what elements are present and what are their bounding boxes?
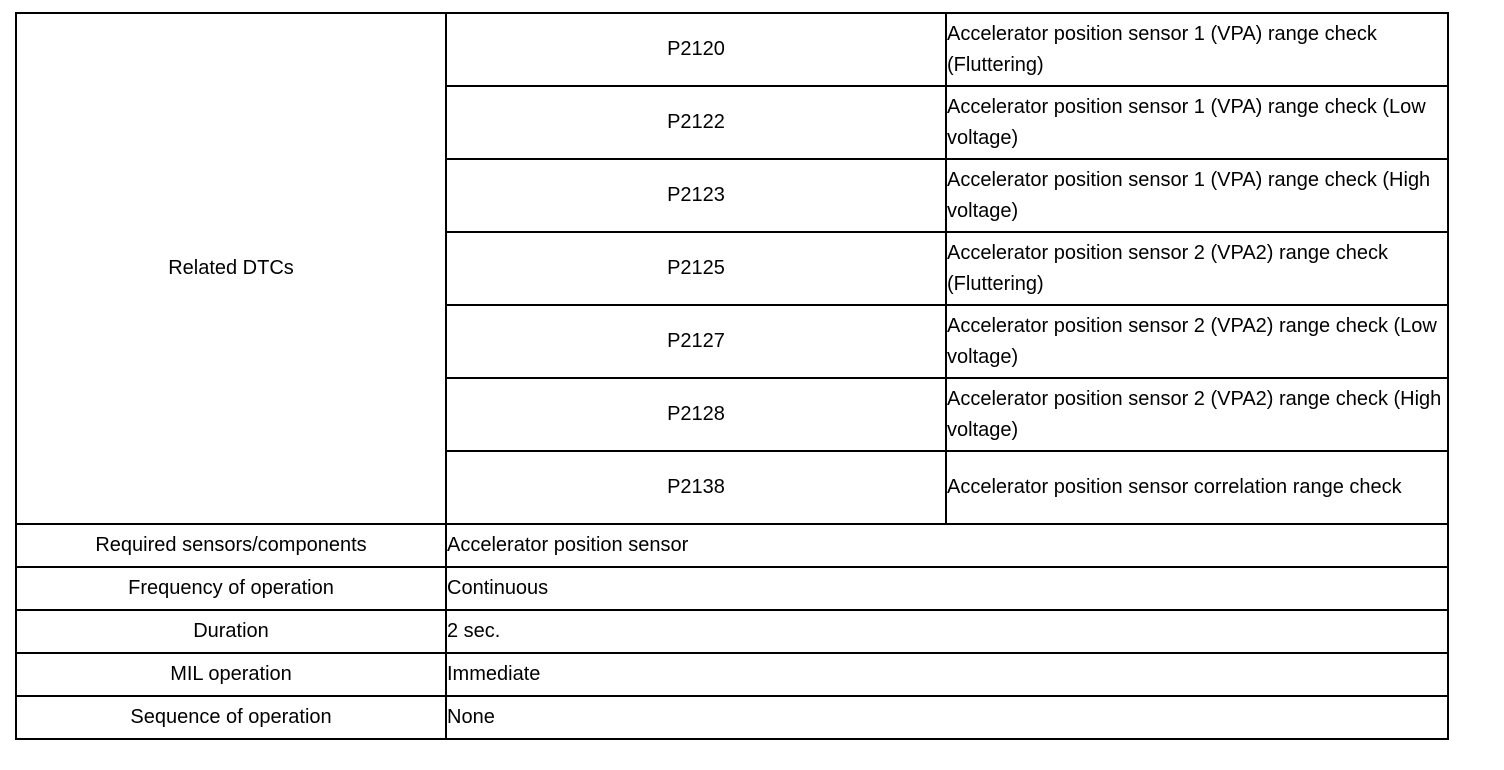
table-row bbox=[16, 696, 1448, 739]
dtc-description: Accelerator position sensor 1 (VPA) range check (High voltage) bbox=[946, 159, 1448, 232]
table-row bbox=[16, 524, 1448, 567]
row-value: Accelerator position sensor bbox=[446, 524, 1448, 567]
dtc-code: P2123 bbox=[446, 159, 946, 232]
dtc-description: Accelerator position sensor 2 (VPA2) range check (High voltage) bbox=[946, 378, 1448, 451]
dtc-description: Accelerator position sensor 1 (VPA) range check (Low voltage) bbox=[946, 86, 1448, 159]
dtc-code: P2120 bbox=[446, 13, 946, 86]
row-value: Immediate bbox=[446, 653, 1448, 696]
row-label: Frequency of operation bbox=[16, 567, 446, 610]
dtc-description: Accelerator position sensor correlation range check bbox=[946, 451, 1448, 524]
dtc-code: P2125 bbox=[446, 232, 946, 305]
dtc-description: Accelerator position sensor 2 (VPA2) range check (Low voltage) bbox=[946, 305, 1448, 378]
dtc-code: P2127 bbox=[446, 305, 946, 378]
dtc-code: P2128 bbox=[446, 378, 946, 451]
related-dtcs-label: Related DTCs bbox=[16, 13, 446, 524]
table-row bbox=[16, 13, 1448, 86]
row-label: Sequence of operation bbox=[16, 696, 446, 739]
row-value: Continuous bbox=[446, 567, 1448, 610]
table-row bbox=[16, 653, 1448, 696]
row-label: MIL operation bbox=[16, 653, 446, 696]
row-label: Required sensors/components bbox=[16, 524, 446, 567]
table-row bbox=[16, 567, 1448, 610]
dtc-description: Accelerator position sensor 2 (VPA2) range check (Fluttering) bbox=[946, 232, 1448, 305]
dtc-code: P2138 bbox=[446, 451, 946, 524]
row-value: None bbox=[446, 696, 1448, 739]
monitor-spec-table bbox=[15, 12, 1449, 740]
dtc-code: P2122 bbox=[446, 86, 946, 159]
row-value: 2 sec. bbox=[446, 610, 1448, 653]
dtc-description: Accelerator position sensor 1 (VPA) range check (Fluttering) bbox=[946, 13, 1448, 86]
row-label: Duration bbox=[16, 610, 446, 653]
table-row bbox=[16, 610, 1448, 653]
